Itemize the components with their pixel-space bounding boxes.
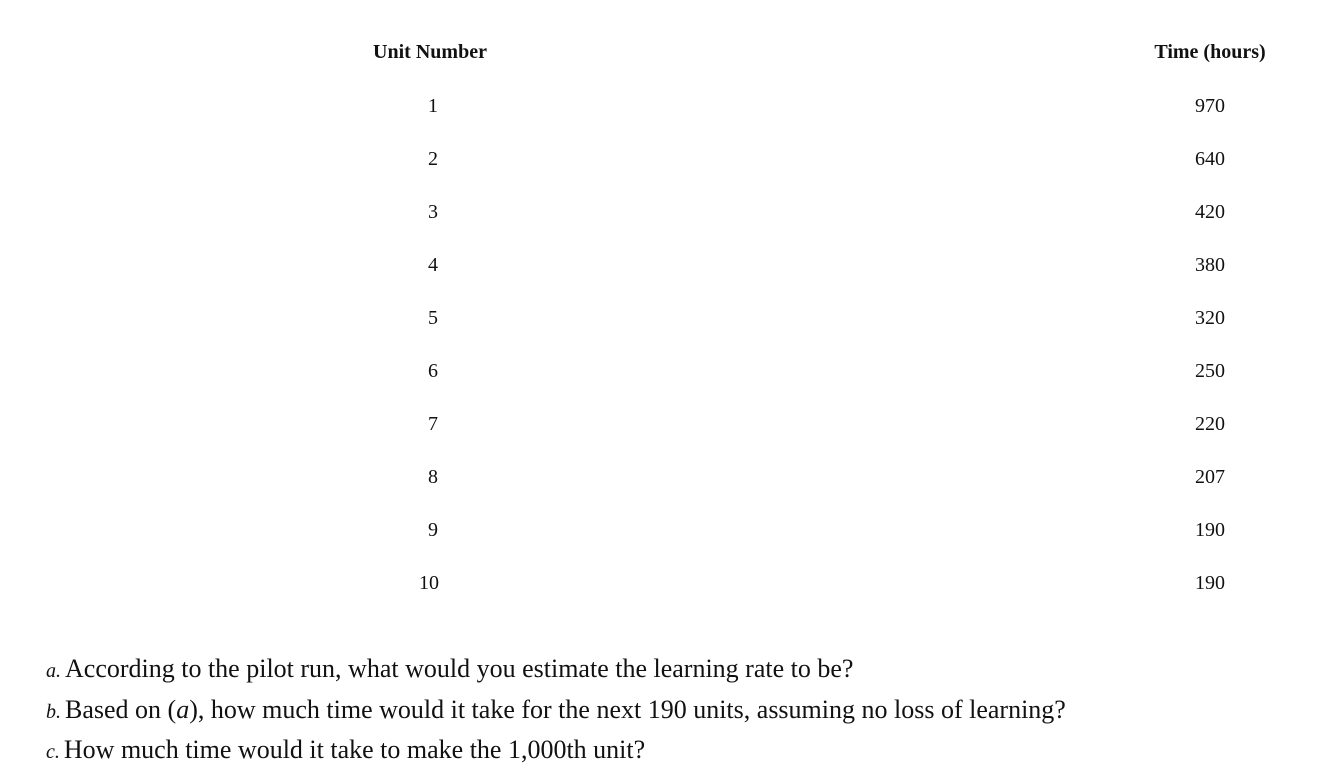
question-text: According to the pilot run, what would you estimate the learning rate to be? — [65, 654, 854, 683]
time-cell: 250 — [1195, 360, 1225, 382]
unit-number-cell: 9 — [428, 519, 438, 541]
time-cell: 420 — [1195, 201, 1225, 223]
table-row — [0, 515, 1333, 545]
unit-number-cell: 8 — [428, 466, 438, 488]
unit-number-cell: 6 — [428, 360, 438, 382]
table-row — [0, 303, 1333, 333]
question-text: How much time would it take to make the 1,000th unit? — [63, 735, 646, 764]
unit-number-cell: 7 — [428, 413, 438, 435]
question-letter: b. — [46, 700, 61, 723]
question-b — [46, 691, 1306, 732]
time-cell: 970 — [1195, 95, 1225, 117]
header-time-hours: Time (hours) — [1154, 41, 1266, 63]
question-letter: a. — [46, 660, 61, 682]
question-reference: a — [176, 694, 190, 724]
table-row — [0, 250, 1333, 280]
question-letter: c. — [46, 741, 60, 763]
time-cell: 320 — [1195, 307, 1225, 329]
unit-number-cell: 4 — [428, 254, 438, 276]
table-row — [0, 409, 1333, 439]
question-c — [46, 731, 1306, 772]
unit-number-cell: 2 — [428, 148, 438, 170]
unit-number-cell: 10 — [419, 572, 439, 594]
unit-number-cell: 1 — [428, 95, 438, 117]
unit-number-cell: 3 — [428, 201, 438, 223]
unit-number-cell: 5 — [428, 307, 438, 329]
time-cell: 207 — [1195, 466, 1225, 488]
time-cell: 640 — [1195, 148, 1225, 170]
time-cell: 220 — [1195, 413, 1225, 435]
time-cell: 190 — [1195, 519, 1225, 541]
table-row — [0, 91, 1333, 121]
question-text-pre: Based on ( — [65, 694, 177, 724]
table-row — [0, 356, 1333, 386]
question-list — [46, 650, 1306, 772]
table-row — [0, 197, 1333, 227]
time-cell: 190 — [1195, 572, 1225, 594]
table-row — [0, 144, 1333, 174]
header-unit-number: Unit Number — [373, 41, 487, 63]
table-row — [0, 568, 1333, 598]
question-text-post: ), how much time would it take for the next 190 units, assuming no loss of learning? — [189, 694, 1066, 724]
table-row — [0, 462, 1333, 492]
question-a — [46, 650, 1306, 691]
time-cell: 380 — [1195, 254, 1225, 276]
